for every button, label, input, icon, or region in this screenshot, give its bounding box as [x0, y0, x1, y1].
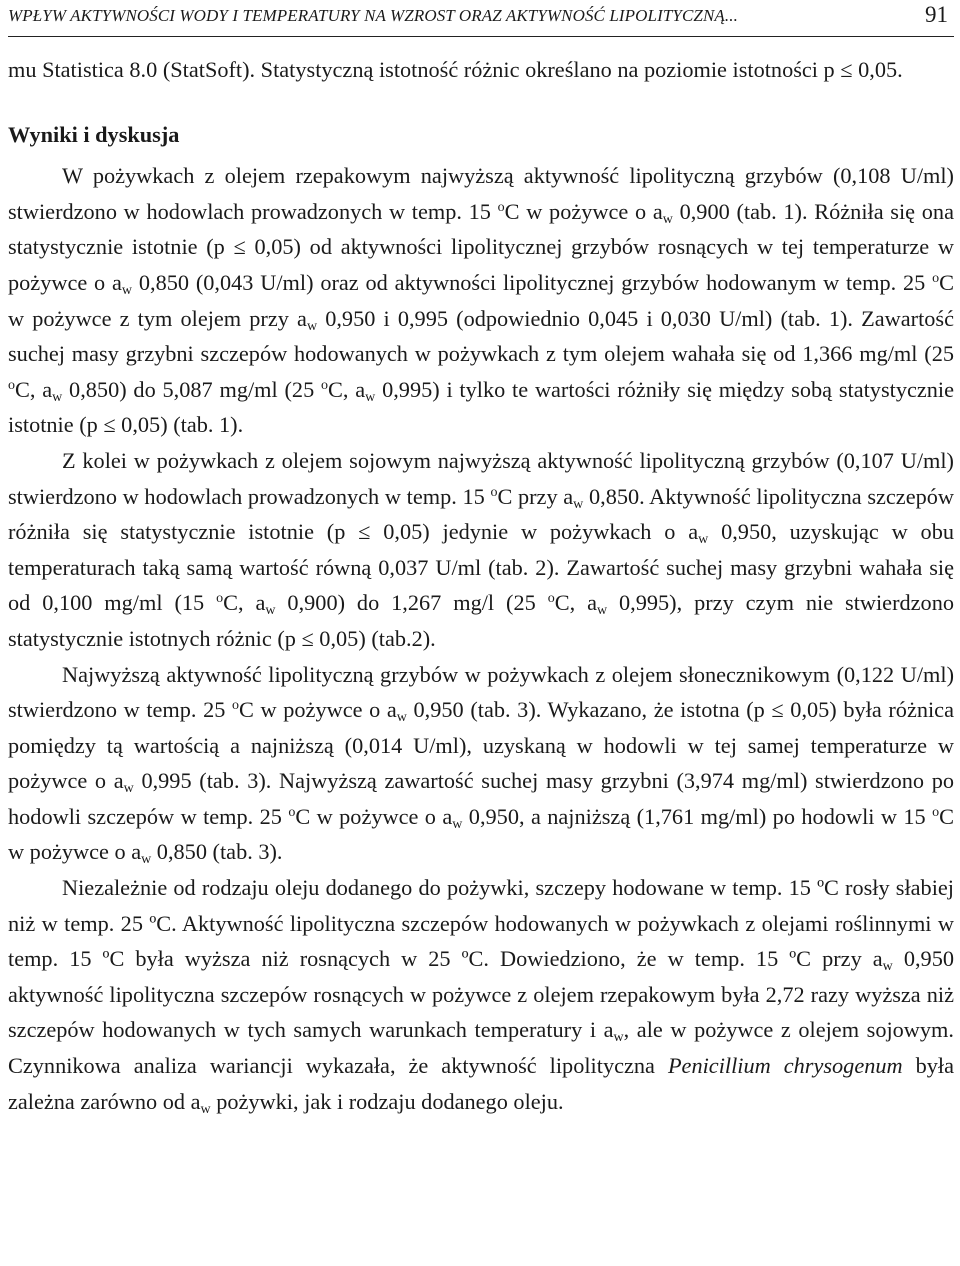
- page-number: 91: [925, 2, 948, 27]
- paragraph-soybean-oil: Z kolei w pożywkach z olejem sojowym najwyższą aktywność lipolityczną grzybów (0,107 U/ml) stwierdzono w hodowlach prowadzonych w temp. 15 $^o$C przy $a_w$ 0,850. Aktywność lipolityczna szczepów różniła się statystycznie istotnie (p ≤ 0,05) jedynie w pożywkach o $a_w$ 0,950, uzyskując w obu temperaturach taką samą wartość równą 0,037 U/ml (tab. 2). Zawartość suchej masy grzybni wahała się od 0,100 mg/ml (15 $^o$C, $a_w$ 0,900) do 1,267 mg/l (25 $^o$C, $a_w$ 0,995), przy czym nie stwierdzono statystycznie istotnych różnic (p ≤ 0,05) (tab.2).: [8, 447, 954, 651]
- running-title: WPŁYW AKTYWNOŚCI WODY I TEMPERATURY NA WZROST ORAZ AKTYWNOŚĆ LIPOLITYCZNĄ...: [8, 6, 738, 25]
- section-heading: Wyniki i dyskusja: [8, 121, 180, 147]
- paragraph-sunflower-oil: Najwyższą aktywność lipolityczną grzybów w pożywkach z olejem słonecznikowym (0,122 U/ml) stwierdzono w temp. 25 $^o$C w pożywce o $a_w$ 0,950 (tab. 3). Wykazano, że istotna (p ≤ 0,05) była różnica pomiędzy tą wartością a najniższą (0,014 U/ml), uzyskaną w hodowli w tej samej temperaturze w pożywce o $a_w$ 0,995 (tab. 3). Najwyższą zawartość suchej masy grzybni (3,974 mg/ml) stwierdzono po hodowli szczepów w temp. 25 $^o$C w pożywce o $a_w$ 0,950, a najniższą (1,761 mg/ml) po hodowli w 15 $^o$C w pożywce o $a_w$ 0,850 (tab. 3).: [8, 661, 955, 868]
- paragraph-rapeseed-oil: W pożywkach z olejem rzepakowym najwyższą aktywność lipolityczną grzybów (0,108 U/ml) stwierdzono w hodowlach prowadzonych w temp. 15 $^o$C w pożywce o $a_w$ 0,900 (tab. 1). Różniła się ona statystycznie istotnie (p ≤ 0,05) od aktywności lipolitycznej grzybów rosnących w tej temperaturze w pożywce o $a_w$ 0,850 (0,043 U/ml) oraz od aktywności lipolitycznej grzybów hodowanym w temp. 25 $^o$C w pożywce z tym olejem przy $a_w$ 0,950 i 0,995 (odpowiednio 0,045 i 0,030 U/ml) (tab. 1). Zawartość suchej masy grzybni szczepów hodowanych w pożywkach z tym olejem wahała się od 1,366 mg/ml (25 $^o$C, $a_w$ 0,850) do 5,087 mg/ml (25 $^o$C, $a_w$ 0,995) i tylko te wartości różniły się między sobą statystycznie istotnie (p ≤ 0,05) (tab. 1).: [8, 163, 955, 438]
- running-header: [8, 0, 954, 37]
- body-text: [8, 52, 954, 1119]
- species-name: Penicillium chrysogenum: [667, 1053, 903, 1079]
- paragraph-summary: Niezależnie od rodzaju oleju dodanego do pożywki, szczepy hodowane w temp. 15 ºC rosły słabiej niż w temp. 25 ºC. Aktywność lipolityczna szczepów hodowanych w pożywkach z olejami roślinnymi w temp. 15 ºC była wyższa niż rosnących w 25 ºC. Dowiedziono, że w temp. 15 ºC przy $a_w$ 0,950 aktywność lipolityczna szczepów rosnących w pożywce z olejem rzepakowym była 2,72 razy wyższa niż szczepów hodowanych w tych samych warunkach temperatury i $a_w$, ale w pożywce z olejem sojowym. Czynnikowa analiza wariancji wykazała, że aktywność lipolityczna Penicillium chrysogenum była zależna zarówno od $a_w$ pożywki, jak i rodzaju dodanego oleju.: [8, 875, 954, 1117]
- intro-paragraph: mu Statistica 8.0 (StatSoft). Statystyczną istotność różnic określano na poziomie istotności p ≤ 0,05.: [8, 57, 903, 82]
